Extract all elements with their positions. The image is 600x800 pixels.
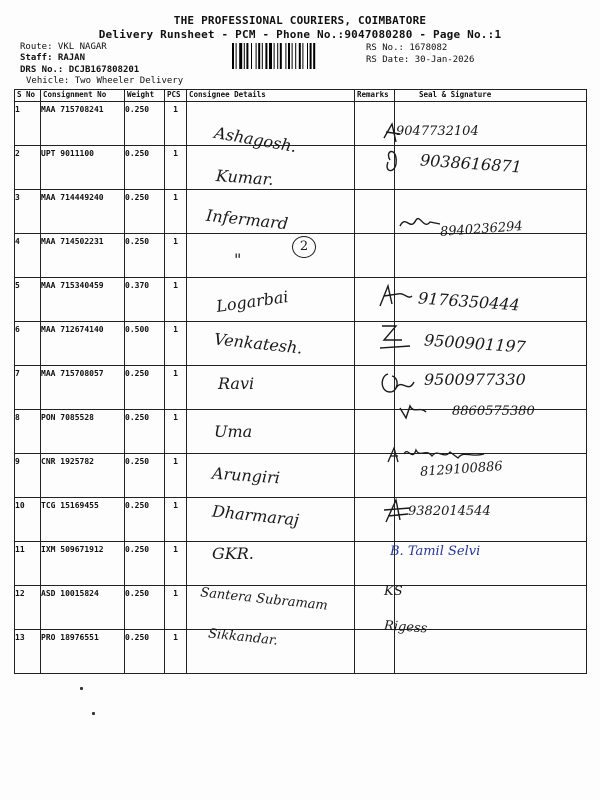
ink-speck: [92, 712, 95, 715]
handwritten-name: Uma: [214, 422, 253, 441]
handwritten-name: Ravi: [218, 374, 255, 393]
vehicle-label: Vehicle: Two Wheeler Delivery: [26, 76, 184, 86]
handwritten-phone: 9176350444: [417, 288, 521, 315]
table-row: [15, 498, 587, 542]
col-pcs: PCS: [165, 90, 187, 102]
signature-scribble: [378, 322, 414, 352]
row-sno: 13: [15, 630, 41, 674]
row-sno: 8: [15, 410, 41, 454]
signature-scribble: [378, 368, 418, 398]
row-remarks: [355, 542, 395, 586]
table-row: [15, 630, 587, 674]
col-consignment: Consignment No: [41, 90, 125, 102]
row-weight: 0.250: [125, 454, 165, 498]
signature-scribble: [398, 212, 442, 236]
row-sno: 6: [15, 322, 41, 366]
row-consignment: MAA 714502231: [41, 234, 125, 278]
company-title: THE PROFESSIONAL COURIERS, COIMBATORE: [173, 14, 427, 27]
col-consignee: Consignee Details: [187, 90, 355, 102]
barcode-image: [232, 43, 360, 69]
rs-number: RS No.: 1678082: [366, 43, 448, 53]
handwritten-name: Dharmaraj: [211, 501, 300, 530]
row-remarks: [355, 630, 395, 674]
row-sno: 3: [15, 190, 41, 234]
row-seal: [395, 234, 587, 278]
row-pcs: 1: [165, 586, 187, 630]
row-sno: 4: [15, 234, 41, 278]
row-consignment: TCG 15169455: [41, 498, 125, 542]
handwritten-name: Santera Subramam: [199, 585, 329, 614]
row-pcs: 1: [165, 278, 187, 322]
row-weight: 0.250: [125, 586, 165, 630]
row-consignee: [187, 410, 355, 454]
row-consignment: PRO 18976551: [41, 630, 125, 674]
handwritten-name: GKR.: [212, 544, 254, 563]
handwritten-signature: B. Tamil Selvi: [390, 544, 481, 559]
row-consignment: MAA 714449240: [41, 190, 125, 234]
col-remarks: Remarks: [355, 90, 395, 102]
col-seal: Seal & Signature: [395, 90, 587, 102]
handwritten-phone: 8940236294: [439, 219, 524, 240]
row-pcs: 1: [165, 366, 187, 410]
row-pcs: 1: [165, 454, 187, 498]
table-header-row: [15, 90, 587, 102]
row-remarks: [355, 190, 395, 234]
ink-speck: [80, 687, 83, 690]
table-row: [15, 102, 587, 146]
row-weight: 0.250: [125, 498, 165, 542]
handwritten-name: Arungiri: [211, 463, 281, 488]
row-sno: 11: [15, 542, 41, 586]
handwritten-phone: 9038616871: [419, 150, 523, 177]
signature-scribble: [378, 282, 414, 310]
col-sno: S No: [15, 90, 41, 102]
row-pcs: 1: [165, 542, 187, 586]
row-remarks: [355, 234, 395, 278]
row-weight: 0.250: [125, 366, 165, 410]
table-row: [15, 542, 587, 586]
row-consignee: [187, 366, 355, 410]
handwritten-phone: 9382014544: [408, 504, 491, 519]
row-sno: 1: [15, 102, 41, 146]
row-weight: 0.250: [125, 102, 165, 146]
row-pcs: 1: [165, 498, 187, 542]
row-pcs: 1: [165, 322, 187, 366]
handwritten-phone: 9500977330: [424, 370, 526, 389]
row-consignee: [187, 234, 355, 278]
row-sno: 9: [15, 454, 41, 498]
row-sno: 2: [15, 146, 41, 190]
row-weight: 0.250: [125, 190, 165, 234]
drs-number: DRS No.: DCJB167808201: [20, 65, 140, 75]
row-weight: 0.250: [125, 234, 165, 278]
row-consignment: ASD 10015824: [41, 586, 125, 630]
runsheet-subtitle: Delivery Runsheet - PCM - Phone No.:9047080280 - Page No.:1: [98, 28, 502, 41]
row-sno: 10: [15, 498, 41, 542]
handwritten-name: ": [234, 250, 242, 269]
row-weight: 0.500: [125, 322, 165, 366]
row-weight: 0.250: [125, 146, 165, 190]
row-pcs: 1: [165, 146, 187, 190]
row-pcs: 1: [165, 234, 187, 278]
staff-label: Staff: RAJAN: [20, 53, 86, 63]
row-pcs: 1: [165, 102, 187, 146]
row-consignment: PON 7085528: [41, 410, 125, 454]
signature-scribble: [398, 402, 428, 422]
handwritten-name: Venkatesh.: [213, 329, 304, 358]
handwritten-phone: 9500901197: [423, 330, 527, 357]
row-sno: 5: [15, 278, 41, 322]
row-pcs: 1: [165, 190, 187, 234]
row-consignment: MAA 712674140: [41, 322, 125, 366]
row-weight: 0.370: [125, 278, 165, 322]
row-consignment: IXM 509671912: [41, 542, 125, 586]
handwritten-phone: 8860575380: [452, 404, 535, 419]
handwritten-phone: 8129100886: [419, 459, 504, 480]
row-weight: 0.250: [125, 630, 165, 674]
handwritten-name: Infermard: [205, 205, 290, 234]
handwritten-name: Sikkandar.: [207, 626, 279, 649]
route-label: Route: VKL NAGAR: [20, 42, 107, 52]
row-weight: 0.250: [125, 542, 165, 586]
row-consignment: MAA 715708057: [41, 366, 125, 410]
rs-date: RS Date: 30-Jan-2026: [366, 55, 475, 65]
row-sno: 12: [15, 586, 41, 630]
row-weight: 0.250: [125, 410, 165, 454]
handwritten-phone: 9047732104: [396, 124, 479, 139]
row-pcs: 1: [165, 410, 187, 454]
handwritten-signature: Rigess: [383, 618, 428, 637]
row-consignment: UPT 9011100: [41, 146, 125, 190]
circled-mark: 2: [292, 236, 316, 258]
row-consignment: MAA 715340459: [41, 278, 125, 322]
handwritten-name: Ashagosh.: [212, 122, 299, 157]
col-weight: Weight: [125, 90, 165, 102]
handwritten-signature: KS: [384, 584, 403, 599]
handwritten-name: Kumar.: [215, 166, 275, 189]
row-consignment: MAA 715708241: [41, 102, 125, 146]
row-consignment: CNR 1925782: [41, 454, 125, 498]
handwritten-name: Logarbai: [215, 287, 290, 316]
row-sno: 7: [15, 366, 41, 410]
row-pcs: 1: [165, 630, 187, 674]
